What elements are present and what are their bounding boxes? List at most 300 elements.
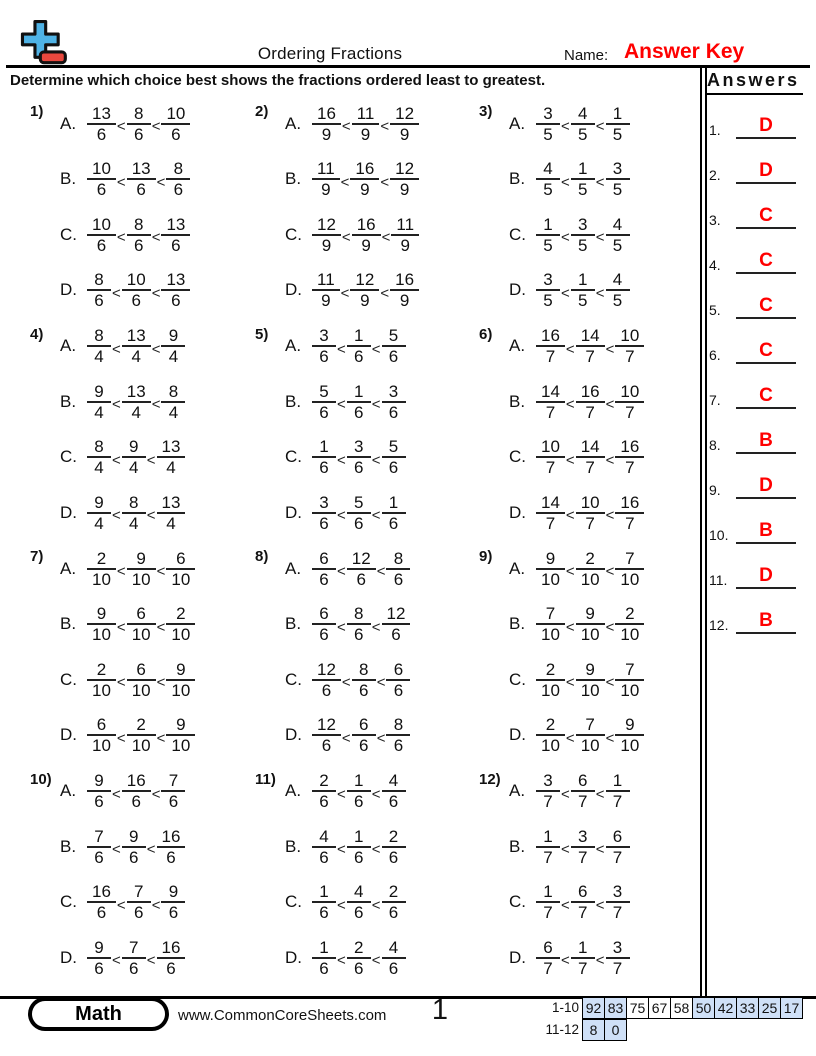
less-than-sign: < <box>380 284 390 302</box>
numerator: 9 <box>545 548 556 568</box>
fraction <box>571 159 595 199</box>
less-than-sign: < <box>595 896 605 914</box>
numerator: 9 <box>625 715 635 735</box>
fraction <box>390 104 419 144</box>
choice-row <box>509 708 644 764</box>
less-than-sign: < <box>376 729 386 747</box>
denominator: 6 <box>388 958 399 978</box>
less-than-sign: < <box>561 952 570 970</box>
choice-letter: A. <box>509 336 526 356</box>
choice-row <box>285 152 419 208</box>
choice-letter: D. <box>60 725 77 745</box>
fraction <box>347 437 371 477</box>
denominator: 6 <box>166 958 176 978</box>
fraction <box>87 938 111 978</box>
denominator: 10 <box>580 736 600 756</box>
numerator: 1 <box>354 771 364 791</box>
numerator: 6 <box>612 826 623 846</box>
less-than-sign: < <box>341 729 351 747</box>
denominator: 6 <box>171 235 181 255</box>
fraction <box>161 382 185 422</box>
answer-letter: D <box>736 475 796 499</box>
choice-letter: D. <box>509 280 526 300</box>
numerator: 4 <box>388 771 399 791</box>
fraction <box>87 437 111 477</box>
answer-item <box>709 517 796 544</box>
denominator: 7 <box>543 847 553 867</box>
denominator: 7 <box>578 792 588 812</box>
choice-list <box>509 541 644 764</box>
choice-letter: A. <box>285 781 302 801</box>
numerator: 14 <box>580 326 600 346</box>
fraction <box>352 104 380 144</box>
fraction <box>536 660 565 700</box>
denominator: 7 <box>612 792 623 812</box>
fraction <box>347 771 371 811</box>
fraction <box>615 493 644 533</box>
choice-letter: C. <box>60 447 77 467</box>
fraction <box>312 660 341 700</box>
denominator: 6 <box>171 124 181 144</box>
denominator: 6 <box>388 347 399 367</box>
less-than-sign: < <box>561 896 570 914</box>
numerator: 4 <box>543 159 553 179</box>
denominator: 6 <box>388 513 399 533</box>
choice-list <box>285 319 406 542</box>
denominator: 9 <box>321 180 331 200</box>
choice-letter: D. <box>285 280 302 300</box>
denominator: 10 <box>620 736 640 756</box>
choice-list <box>60 96 190 319</box>
choice-row <box>285 764 406 820</box>
denominator: 5 <box>543 291 553 311</box>
numerator: 7 <box>625 548 635 568</box>
denominator: 6 <box>133 124 144 144</box>
problem <box>479 541 698 764</box>
choice-row <box>60 430 185 486</box>
problem <box>255 319 479 542</box>
numerator: 7 <box>133 882 144 902</box>
numerator: 13 <box>126 326 146 346</box>
answer-letter: D <box>736 115 796 139</box>
numerator: 3 <box>543 270 553 290</box>
fraction <box>391 215 419 255</box>
problem <box>479 96 698 319</box>
denominator: 7 <box>543 903 553 923</box>
fraction <box>571 827 595 867</box>
numerator: 16 <box>620 492 640 512</box>
less-than-sign: < <box>595 118 605 136</box>
choice-letter: C. <box>60 224 77 244</box>
fraction <box>87 493 111 533</box>
fraction <box>571 771 595 811</box>
less-than-sign: < <box>595 952 605 970</box>
choice-row <box>509 207 630 263</box>
choice-list <box>285 764 406 987</box>
fraction <box>166 549 195 589</box>
less-than-sign: < <box>146 952 156 970</box>
fraction <box>571 938 595 978</box>
fraction <box>571 215 595 255</box>
answers-title: Answers <box>707 70 803 95</box>
numerator: 9 <box>94 381 104 401</box>
fraction <box>157 938 186 978</box>
denominator: 10 <box>580 569 600 589</box>
fraction <box>576 715 605 755</box>
denominator: 6 <box>388 458 399 478</box>
numerator: 1 <box>578 270 588 290</box>
numerator: 6 <box>319 548 329 568</box>
choice-letter: A. <box>285 336 302 356</box>
fraction <box>386 660 410 700</box>
less-than-sign: < <box>116 618 126 636</box>
fraction <box>122 382 151 422</box>
problem <box>479 319 698 542</box>
denominator: 6 <box>129 847 139 867</box>
choice-letter: C. <box>509 447 526 467</box>
less-than-sign: < <box>337 896 346 914</box>
numerator: 3 <box>578 214 588 234</box>
fraction <box>350 159 379 199</box>
less-than-sign: < <box>156 618 166 636</box>
less-than-sign: < <box>371 507 381 525</box>
fraction <box>576 382 605 422</box>
website-url: www.CommonCoreSheets.com <box>178 1007 387 1024</box>
denominator: 4 <box>168 402 179 422</box>
less-than-sign: < <box>371 896 381 914</box>
denominator: 9 <box>360 291 370 311</box>
fraction <box>576 326 605 366</box>
score-cell: 67 <box>648 997 671 1019</box>
problem <box>255 541 479 764</box>
choice-row <box>60 597 195 653</box>
denominator: 5 <box>612 291 623 311</box>
less-than-sign: < <box>116 729 126 747</box>
denominator: 4 <box>94 402 104 422</box>
denominator: 10 <box>580 625 600 645</box>
less-than-sign: < <box>151 229 161 247</box>
choice-row <box>509 263 630 319</box>
fraction <box>347 604 371 644</box>
choice-row <box>60 819 185 875</box>
fraction <box>382 771 406 811</box>
score-cell: 8 <box>582 1019 605 1041</box>
numerator: 1 <box>354 326 364 346</box>
answer-item <box>709 112 796 139</box>
choice-letter: B. <box>285 836 302 856</box>
choice-letter: A. <box>285 558 302 578</box>
less-than-sign: < <box>605 618 615 636</box>
numerator: 10 <box>92 159 111 179</box>
problems-grid <box>30 96 698 986</box>
fraction <box>536 549 565 589</box>
numerator: 8 <box>129 492 139 512</box>
choice-letter: D. <box>60 280 77 300</box>
fraction <box>127 159 156 199</box>
denominator: 6 <box>319 792 329 812</box>
denominator: 6 <box>319 347 329 367</box>
answer-key-text: Answer Key <box>624 40 745 63</box>
choice-row <box>509 819 630 875</box>
fraction <box>87 715 116 755</box>
numerator: 9 <box>136 548 146 568</box>
numerator: 11 <box>396 214 415 234</box>
numerator: 7 <box>129 937 139 957</box>
problem <box>30 319 255 542</box>
denominator: 10 <box>620 680 640 700</box>
numerator: 10 <box>541 437 560 457</box>
answer-number: 6. <box>709 347 721 363</box>
fraction <box>87 827 111 867</box>
numerator: 16 <box>356 214 376 234</box>
fraction <box>382 382 406 422</box>
problem <box>255 96 479 319</box>
problem-number: 9) <box>479 548 493 565</box>
choice-row <box>60 152 190 208</box>
answer-number: 11. <box>709 572 728 588</box>
fraction <box>386 549 410 589</box>
fraction <box>606 215 630 255</box>
answer-letter: C <box>736 385 796 409</box>
answer-item <box>709 562 796 589</box>
fraction <box>606 882 630 922</box>
less-than-sign: < <box>565 563 575 581</box>
numerator: 2 <box>545 715 556 735</box>
fraction <box>166 660 195 700</box>
numerator: 2 <box>354 937 364 957</box>
score-cell: 25 <box>758 997 781 1019</box>
numerator: 3 <box>612 937 623 957</box>
less-than-sign: < <box>337 396 346 414</box>
denominator: 9 <box>321 124 332 144</box>
less-than-sign: < <box>381 229 391 247</box>
less-than-sign: < <box>340 173 350 191</box>
less-than-sign: < <box>565 729 575 747</box>
numerator: 3 <box>612 159 623 179</box>
choice-letter: D. <box>509 725 526 745</box>
fraction <box>312 437 336 477</box>
numerator: 14 <box>580 437 600 457</box>
denominator: 10 <box>131 680 151 700</box>
denominator: 5 <box>612 180 623 200</box>
fraction <box>157 827 186 867</box>
numerator: 16 <box>620 437 640 457</box>
denominator: 5 <box>578 291 588 311</box>
choice-list <box>60 541 195 764</box>
numerator: 6 <box>393 659 404 679</box>
fraction <box>127 660 156 700</box>
fraction <box>382 493 406 533</box>
fraction <box>312 827 336 867</box>
denominator: 6 <box>354 402 364 422</box>
problem-number: 6) <box>479 325 493 343</box>
choice-letter: A. <box>60 336 77 356</box>
fraction <box>87 549 116 589</box>
problem <box>30 764 255 987</box>
less-than-sign: < <box>561 229 570 247</box>
denominator: 7 <box>625 347 635 367</box>
score-row <box>543 997 803 1019</box>
choice-letter: A. <box>509 113 526 133</box>
denominator: 5 <box>578 124 588 144</box>
less-than-sign: < <box>565 396 575 414</box>
less-than-sign: < <box>337 618 346 636</box>
answer-number: 7. <box>709 392 721 408</box>
choice-list <box>285 541 410 764</box>
numerator: 6 <box>319 604 329 624</box>
numerator: 2 <box>176 604 186 624</box>
fraction <box>127 604 156 644</box>
denominator: 6 <box>356 569 366 589</box>
denominator: 4 <box>131 347 141 367</box>
denominator: 6 <box>393 680 404 700</box>
numerator: 12 <box>317 715 336 735</box>
numerator: 10 <box>126 270 146 290</box>
numerator: 9 <box>129 437 139 457</box>
fraction <box>536 493 565 533</box>
fraction <box>157 493 186 533</box>
denominator: 9 <box>361 235 371 255</box>
fraction <box>536 215 560 255</box>
denominator: 6 <box>166 847 176 867</box>
less-than-sign: < <box>151 284 161 302</box>
less-than-sign: < <box>605 674 615 692</box>
fraction <box>87 270 111 310</box>
denominator: 6 <box>354 513 364 533</box>
fraction <box>312 549 336 589</box>
fraction <box>352 660 376 700</box>
numerator: 1 <box>612 103 623 123</box>
numerator: 5 <box>354 492 364 512</box>
less-than-sign: < <box>156 173 166 191</box>
numerator: 16 <box>92 882 111 902</box>
denominator: 7 <box>625 513 635 533</box>
fraction <box>390 270 419 310</box>
less-than-sign: < <box>605 340 615 358</box>
score-cell: 42 <box>714 997 737 1019</box>
fraction <box>87 159 116 199</box>
fraction <box>87 215 116 255</box>
numerator: 13 <box>92 103 111 123</box>
denominator: 9 <box>399 180 410 200</box>
fraction <box>312 159 340 199</box>
choice-row <box>285 319 406 375</box>
numerator: 7 <box>168 771 179 791</box>
fraction <box>161 270 190 310</box>
denominator: 6 <box>171 291 181 311</box>
answer-item <box>709 427 796 454</box>
fraction <box>122 270 151 310</box>
numerator: 9 <box>129 826 139 846</box>
choice-letter: A. <box>60 113 77 133</box>
choice-row <box>509 764 630 820</box>
choice-row <box>509 319 644 375</box>
less-than-sign: < <box>380 118 390 136</box>
choice-list <box>60 319 185 542</box>
choice-row <box>60 207 190 263</box>
fraction <box>312 604 336 644</box>
fraction <box>347 827 371 867</box>
score-cell: 33 <box>736 997 759 1019</box>
choice-row <box>285 597 410 653</box>
numerator: 3 <box>543 103 553 123</box>
denominator: 6 <box>388 792 399 812</box>
fraction <box>347 882 371 922</box>
fraction <box>161 104 190 144</box>
denominator: 6 <box>136 180 146 200</box>
numerator: 1 <box>612 771 623 791</box>
denominator: 10 <box>171 680 191 700</box>
fraction <box>166 715 195 755</box>
less-than-sign: < <box>337 785 346 803</box>
denominator: 6 <box>319 513 329 533</box>
less-than-sign: < <box>112 340 121 358</box>
numerator: 3 <box>388 381 399 401</box>
less-than-sign: < <box>605 451 615 469</box>
numerator: 9 <box>585 659 595 679</box>
choice-row <box>60 96 190 152</box>
choice-letter: D. <box>60 947 77 967</box>
fraction <box>576 493 605 533</box>
choice-row <box>509 152 630 208</box>
numerator: 10 <box>620 326 640 346</box>
fraction <box>536 715 565 755</box>
numerator: 2 <box>388 882 399 902</box>
problem-number: 4) <box>30 325 44 343</box>
denominator: 6 <box>96 180 107 200</box>
denominator: 6 <box>388 903 399 923</box>
numerator: 13 <box>131 159 151 179</box>
numerator: 1 <box>578 159 588 179</box>
answer-number: 4. <box>709 257 721 273</box>
choice-letter: B. <box>509 614 526 634</box>
less-than-sign: < <box>116 674 126 692</box>
score-cell: 75 <box>626 997 649 1019</box>
fraction <box>347 382 371 422</box>
denominator: 6 <box>393 569 404 589</box>
numerator: 2 <box>545 659 556 679</box>
fraction <box>536 437 565 477</box>
denominator: 6 <box>319 958 329 978</box>
denominator: 10 <box>620 625 640 645</box>
denominator: 7 <box>585 458 595 478</box>
denominator: 7 <box>578 958 588 978</box>
less-than-sign: < <box>371 451 381 469</box>
denominator: 5 <box>543 124 553 144</box>
denominator: 9 <box>321 291 331 311</box>
denominator: 6 <box>388 847 399 867</box>
answer-letter: B <box>736 520 796 544</box>
numerator: 6 <box>578 771 588 791</box>
numerator: 12 <box>317 214 336 234</box>
denominator: 10 <box>92 736 111 756</box>
fraction <box>312 104 341 144</box>
denominator: 6 <box>391 625 401 645</box>
choice-row <box>285 819 406 875</box>
denominator: 6 <box>173 180 184 200</box>
numerator: 16 <box>161 826 181 846</box>
fraction <box>386 715 410 755</box>
denominator: 6 <box>96 235 107 255</box>
less-than-sign: < <box>341 118 351 136</box>
fraction <box>536 382 565 422</box>
choice-row <box>285 930 406 986</box>
less-than-sign: < <box>595 173 605 191</box>
less-than-sign: < <box>116 563 126 581</box>
numerator: 1 <box>578 937 588 957</box>
fraction <box>382 827 406 867</box>
answer-number: 10. <box>709 527 729 543</box>
